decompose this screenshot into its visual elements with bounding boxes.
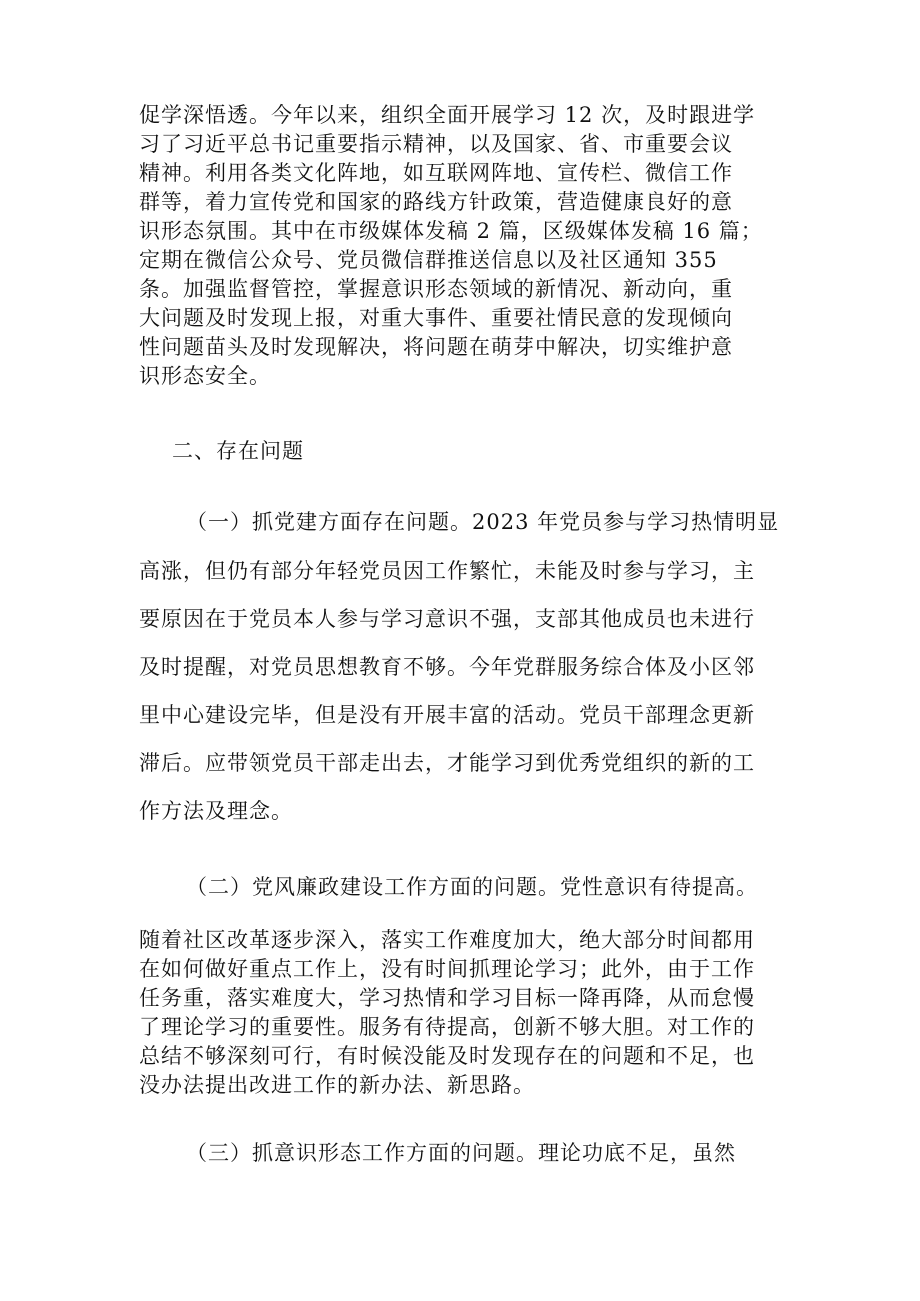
text-line: 随着社区改革逐步深入，落实工作难度加大，绝大部分时间都用 — [139, 928, 755, 952]
text-line: 任务重，落实难度大，学习热情和学习目标一降再降，从而怠慢 — [139, 986, 755, 1010]
text-line: 性问题苗头及时发现解决，将问题在萌芽中解决，切实维护意 — [139, 335, 733, 359]
paragraph-heading: （二）党风廉政建设工作方面的问题。党性意识有待提高。 — [186, 875, 758, 899]
text-line: 高涨，但仍有部分年轻党员因工作繁忙，未能及时参与学习，主 — [139, 559, 755, 583]
text-line: 滞后。应带领党员干部走出去，才能学习到优秀党组织的新的工 — [139, 751, 755, 775]
text-line: 习了习近平总书记重要指示精神，以及国家、省、市重要会议 — [139, 132, 733, 156]
paragraph-heading: （三）抓意识形态工作方面的问题。理论功底不足，虽然 — [186, 1141, 736, 1165]
text-line: 作方法及理念。 — [139, 799, 293, 823]
text-line: （一）抓党建方面存在问题。2023 年党员参与学习热情明显 — [186, 510, 780, 534]
text-line: 促学深悟透。今年以来，组织全面开展学习 12 次，及时跟进学 — [139, 103, 756, 127]
text-line: 条。加强监督管控，掌握意识形态领域的新情况、新动向，重 — [139, 277, 733, 301]
section-heading: 二、存在问题 — [172, 439, 304, 463]
text-line: 识形态氛围。其中在市级媒体发稿 2 篇，区级媒体发稿 16 篇； — [139, 219, 763, 243]
text-line: 在如何做好重点工作上，没有时间抓理论学习；此外，由于工作 — [139, 957, 755, 981]
text-line: 精神。利用各类文化阵地，如互联网阵地、宣传栏、微信工作 — [139, 161, 733, 185]
text-line: 及时提醒，对党员思想教育不够。今年党群服务综合体及小区邻 — [139, 655, 755, 679]
text-line: 识形态安全。 — [139, 364, 271, 388]
text-line: 大问题及时发现上报，对重大事件、重要社情民意的发现倾向 — [139, 306, 733, 330]
text-line: 了理论学习的重要性。服务有待提高，创新不够大胆。对工作的 — [139, 1015, 755, 1039]
text-line: 群等，着力宣传党和国家的路线方针政策，营造健康良好的意 — [139, 190, 733, 214]
text-line: 总结不够深刻可行，有时候没能及时发现存在的问题和不足，也 — [139, 1044, 755, 1068]
text-line: 没办法提出改进工作的新办法、新思路。 — [139, 1073, 535, 1097]
text-line: 要原因在于党员本人参与学习意识不强，支部其他成员也未进行 — [139, 607, 755, 631]
text-line: 里中心建设完毕，但是没有开展丰富的活动。党员干部理念更新 — [139, 703, 755, 727]
text-line: 定期在微信公众号、党员微信群推送信息以及社区通知 355 — [139, 248, 718, 272]
